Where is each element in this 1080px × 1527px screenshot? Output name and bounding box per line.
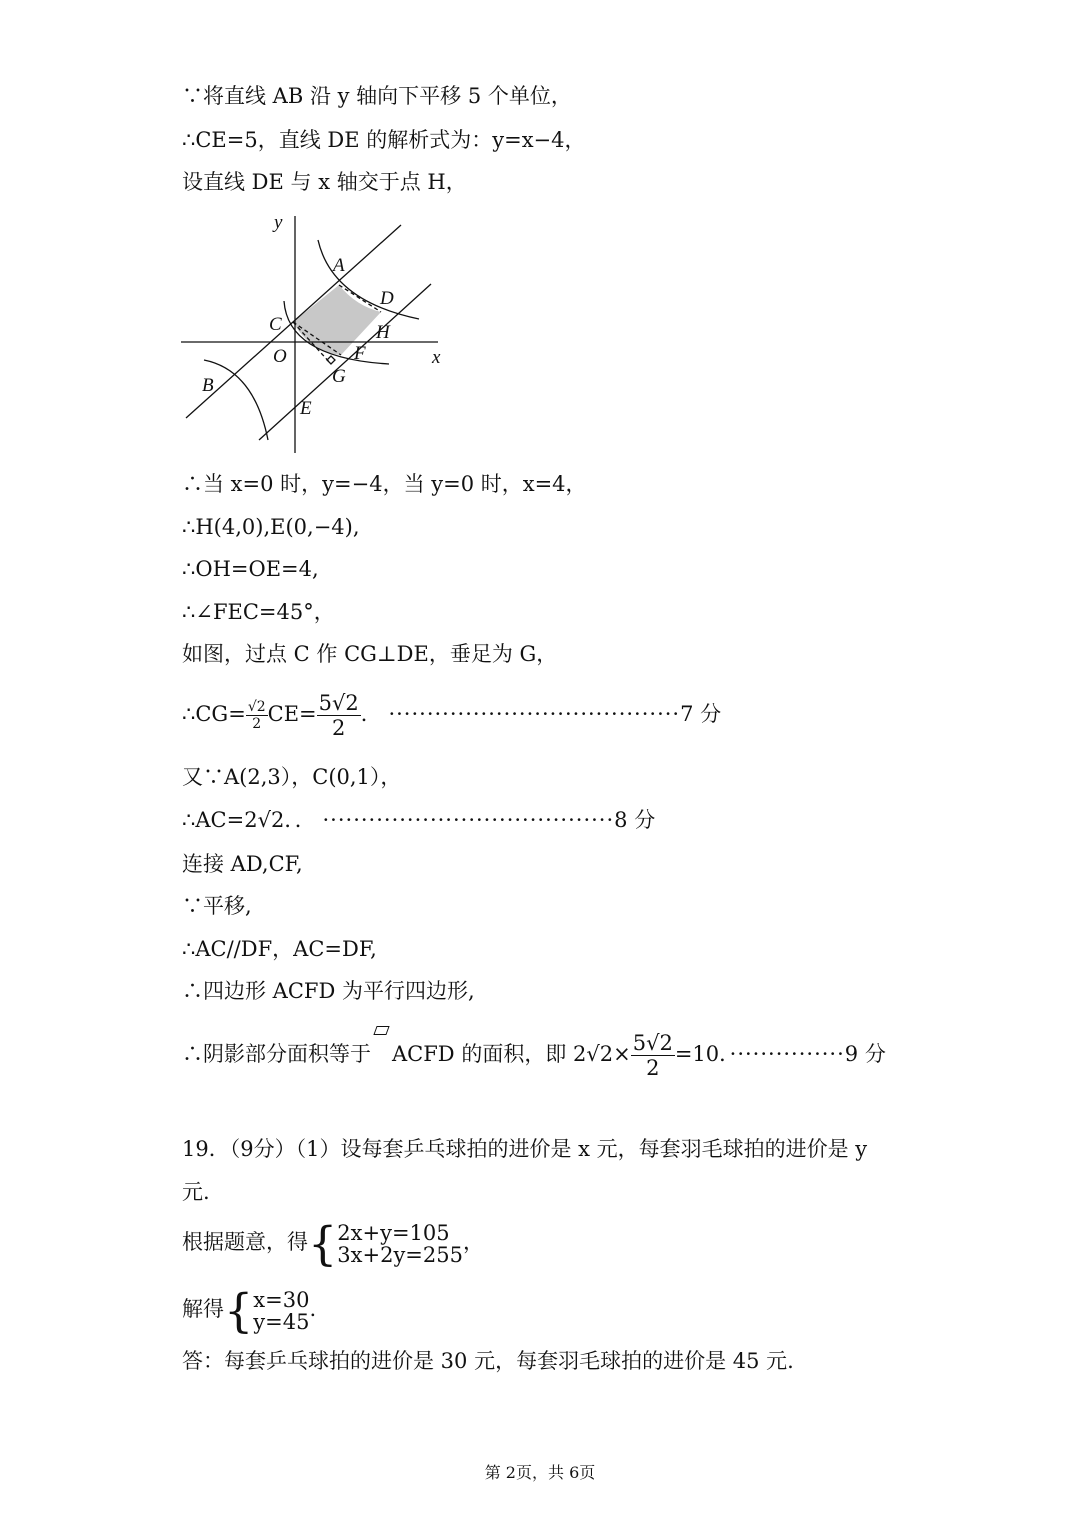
label-e: E (300, 398, 312, 419)
ac-end: ．． (284, 808, 316, 832)
equation-2: 3x+2y=255 (337, 1242, 463, 1267)
line-connect-ad-cf: 连接 AD,CF, (182, 852, 303, 876)
dot-leader: ······································ (388, 702, 681, 726)
equation-1: 2x+y=105 (337, 1220, 450, 1245)
question-19-intro: 19．（9分）（1）设每套乒乓球拍的进价是 x 元，每套羽毛球拍的进价是 y (182, 1137, 868, 1161)
parallelogram-icon (373, 1026, 389, 1035)
score-9: 9 分 (844, 1042, 886, 1066)
line-angle-fec: ∴∠FEC=45°， (182, 600, 335, 624)
setup-end: ， (462, 1230, 484, 1254)
solution-y: y=45 (253, 1309, 310, 1334)
label-y: y (274, 212, 283, 233)
coordinate-figure (176, 208, 466, 458)
label-g: G (332, 366, 346, 387)
times-sign: × (613, 1042, 631, 1066)
line-oh-oe: ∴OH=OE=4, (182, 557, 319, 581)
fraction-numerator: 5√2 (632, 1031, 673, 1055)
label-h: H (376, 322, 390, 343)
label-o: O (273, 346, 287, 367)
line-points-h-e: ∴H(4,0),E(0,−4), (182, 515, 360, 539)
line-translate-ab: ∵将直线 AB 沿 y 轴向下平移 5 个单位， (182, 84, 572, 108)
cg-end: ． (360, 702, 382, 726)
solution-prefix: 解得 (182, 1297, 224, 1321)
equation-system-setup (182, 1216, 484, 1271)
left-brace: { (308, 1216, 338, 1271)
fraction-denominator: 2 (252, 716, 262, 732)
label-b: B (202, 375, 214, 396)
label-f: F (354, 343, 366, 364)
line-define-h: 设直线 DE 与 x 轴交于点 H， (182, 170, 467, 194)
question-19-unit: 元. (182, 1180, 210, 1204)
area-sqrt: √2 (586, 1042, 614, 1066)
fraction-root2-over-2 (246, 699, 268, 732)
fraction-numerator: 5√2 (318, 691, 359, 715)
score-7: 7 分 (680, 702, 722, 726)
left-brace: { (224, 1283, 254, 1338)
area-mid: ACFD 的面积，即 2 (392, 1042, 587, 1066)
fraction-denominator: 2 (646, 1056, 660, 1080)
hyperbola-branch-left (204, 360, 268, 440)
label-x: x (432, 347, 441, 368)
dot-leader: ··············· (729, 1042, 845, 1066)
line-when-x-zero: ∴当 x=0 时，y=−4，当 y=0 时，x=4， (182, 472, 587, 496)
fraction-5root2-over-2 (317, 691, 361, 740)
solution-x: x=30 (253, 1287, 310, 1312)
score-8: 8 分 (614, 808, 656, 832)
equation-system (337, 1222, 463, 1266)
line-coordinates-a-c: 又∵A(2,3），C(0,1）， (182, 765, 402, 789)
line-shaded-area (182, 1026, 886, 1080)
page-footer: 第 2页，共 6页 (484, 1463, 596, 1482)
ac-sqrt: √2 (257, 808, 285, 832)
line-ac-parallel-df: ∴AC//DF，AC=DF, (182, 937, 377, 961)
line-ce-equation: ∴CE=5，直线 DE 的解析式为：y=x−4， (182, 128, 586, 152)
fraction-5root2-over-2 (631, 1031, 675, 1080)
label-d: D (380, 288, 394, 309)
fraction-denominator: 2 (332, 716, 346, 740)
fraction-numerator: √2 (247, 699, 266, 715)
question-19-answer: 答：每套乒乓球拍的进价是 30 元，每套羽毛球拍的进价是 45 元. (182, 1349, 794, 1373)
label-c: C (269, 314, 282, 335)
ac-prefix: ∴AC=2 (182, 808, 258, 832)
area-prefix: ∴阴影部分面积等于 (182, 1042, 371, 1066)
label-a: A (333, 255, 345, 276)
line-translation: ∵平移, (182, 894, 252, 918)
cg-prefix: ∴CG= (182, 702, 246, 726)
line-parallelogram: ∴四边形 ACFD 为平行四边形, (182, 979, 475, 1003)
line-cg-value (182, 688, 721, 740)
shaded-region (293, 285, 381, 355)
dot-leader: ······································ (322, 808, 615, 832)
setup-prefix: 根据题意，得 (182, 1230, 308, 1254)
solution-end: . (309, 1297, 317, 1321)
cg-mid: CE= (267, 702, 317, 726)
solution-system (253, 1289, 309, 1333)
area-end: =10． (674, 1042, 730, 1066)
equation-system-solution (182, 1283, 317, 1338)
line-construct-cg: 如图，过点 C 作 CG⊥DE，垂足为 G， (182, 642, 558, 666)
line-ac-value (182, 806, 655, 834)
